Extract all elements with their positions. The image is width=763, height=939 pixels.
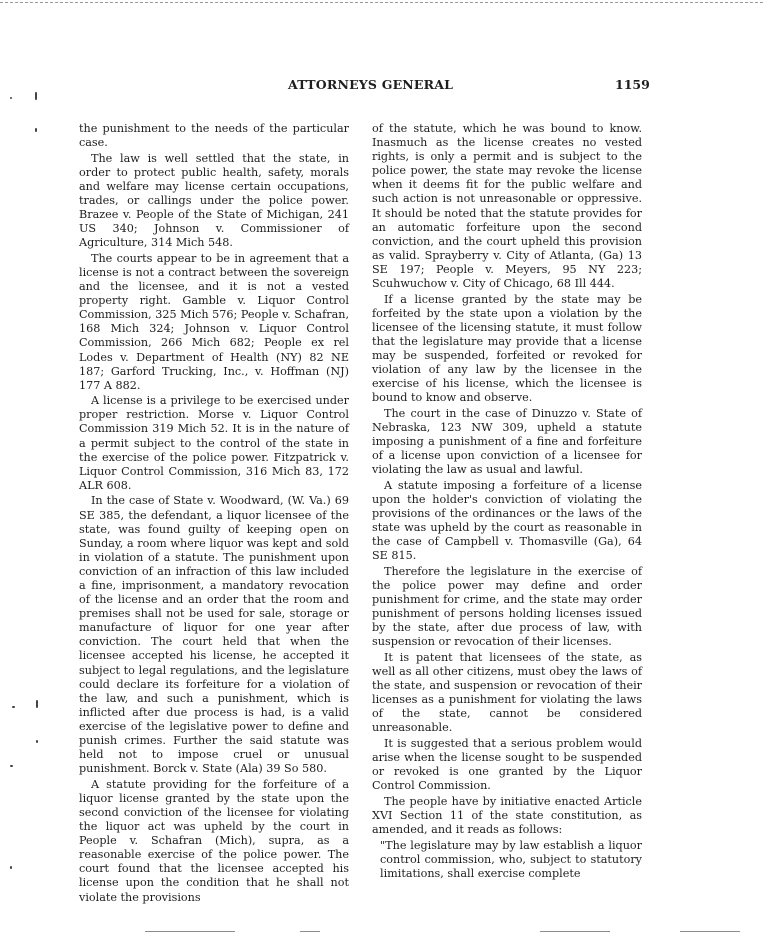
running-head: ATTORNEYS GENERAL xyxy=(288,77,454,92)
paragraph: of the statute, which he was bound to know. Inasmuch as the license creates no vested rights, is only a permit and is subject to the police power, the state may revoke the license when it deems fit for the public welfare and such action is not unreasonable or oppressive. It should be noted that the statute provides for an automatic forfeiture upon the second conviction, and the court upheld this provision as valid. Sprayberry v. City of Atlanta, (Ga) 13 SE 197; People v. Meyers, 95 NY 223; Scuhwuchow v. City of Chicago, 68 Ill 444. xyxy=(372,122,642,291)
scan-speck xyxy=(36,740,38,743)
paragraph: In the case of State v. Woodward, (W. Va.) 69 SE 385, the defendant, a liquor licensee of the state, was found guilty of keeping open on Sunday, a room where liquor was kept and sold in violation of a statute. The punishment upon conviction of an infraction of this law included a fine, imprisonment, a mandatory revocation of the license and an order that the room and premises shall not be used for sale, storage or manufacture of liquor for one year after conviction. The court held that when the licensee accepted his license, he accepted it subject to legal regulations, and the legislature could declare its forfeiture for a violation of the law, and such a punishment, which is inflicted after due process is had, is a valid exercise of the legislative power to define and punish crimes. Further the said statute was held not to impose cruel or unusual punishment. Borck v. State (Ala) 39 So 580. xyxy=(79,494,349,776)
scan-speck xyxy=(35,92,37,100)
paragraph: It is patent that licensees of the state, as well as all other citizens, must obey the laws of the state, and suspension or revocation of their licenses as a punishment for violating the laws of the state, cannot be considered unreasonable. xyxy=(372,650,642,735)
scan-speck xyxy=(10,765,13,767)
scan-edge-bottom xyxy=(540,931,610,932)
left-column xyxy=(79,122,349,906)
paragraph: It is suggested that a serious problem would arise when the license sought to be suspended or revoked is one granted by the Liquor Control Commission. xyxy=(372,737,642,793)
paragraph: A statute imposing a forfeiture of a license upon the holder's conviction of violating the provisions of the ordinances or the laws of the state was upheld by the court as reasonable in the case of Campbell v. Thomasville (Ga), 64 SE 815. xyxy=(372,478,642,563)
scan-speck xyxy=(35,128,37,132)
right-column xyxy=(372,122,642,882)
paragraph: The people have by initiative enacted Article XVI Section 11 of the state constitution, as amended, and it reads as follows: xyxy=(372,794,642,837)
paragraph: A statute providing for the forfeiture of a liquor license granted by the state upon the second conviction of the licensee for violating the liquor act was upheld by the court in People v. Schafran (Mich), supra, as a reasonable exercise of the police power. The court found that the licensee accepted his license upon the condition that he shall not violate the provisions xyxy=(79,777,349,904)
paragraph: The courts appear to be in agreement that a license is not a contract between the sovereign and the licensee, and it is not a vested property right. Gamble v. Liquor Control Commission, 325 Mich 576; People v. Schafran, 168 Mich 324; Johnson v. Liquor Control Commission, 266 Mich 682; People ex rel Lodes v. Department of Health (NY) 82 NE 187; Garford Trucking, Inc., v. Hoffman (NJ) 177 A 882. xyxy=(79,251,349,392)
scan-speck xyxy=(36,700,38,708)
paragraph: The law is well settled that the state, in order to protect public health, safety, morals and welfare may license certain occupations, trades, or callings under the police power. Brazee v. People of the State of Michigan, 241 US 340; Johnson v. Commissioner of Agriculture, 314 Mich 548. xyxy=(79,151,349,250)
scan-edge-top xyxy=(0,2,763,3)
page-number: 1159 xyxy=(615,77,650,92)
scan-speck xyxy=(10,97,12,99)
paragraph: The court in the case of Dinuzzo v. State of Nebraska, 123 NW 309, upheld a statute imposing a punishment of a fine and forfeiture of a license upon conviction of a licensee for violating the law as usual and lawful. xyxy=(372,406,642,477)
paragraph: If a license granted by the state may be forfeited by the state upon a violation by the licensee of the licensing statute, it must follow that the legislature may provide that a license may be suspended, forfeited or revoked for violation of any law by the licensee in the exercise of his license, which the licensee is bound to know and observe. xyxy=(372,292,642,405)
scan-edge-bottom xyxy=(300,931,320,932)
paragraph: A license is a privilege to be exercised under proper restriction. Morse v. Liquor Control Commission 319 Mich 52. It is in the nature of a permit subject to the control of the state in the exercise of the police power. Fitzpatrick v. Liquor Control Commission, 316 Mich 83, 172 ALR 608. xyxy=(79,394,349,492)
paragraph: Therefore the legislature in the exercise of the police power may define and order punishment for crime, and the state may order punishment of persons holding licenses issued by the state, after due process of law, with suspension or revocation of their licenses. xyxy=(372,564,642,649)
scan-speck xyxy=(12,706,15,708)
scan-edge-bottom xyxy=(680,931,740,932)
paragraph: the punishment to the needs of the particular case. xyxy=(79,122,349,150)
page-header xyxy=(0,77,763,97)
block-quote: "The legislature may by law establish a liquor control commission, who, subject to statutory limitations, shall exercise complete xyxy=(380,838,642,880)
scan-edge-bottom xyxy=(145,931,235,932)
scan-speck xyxy=(10,866,12,869)
